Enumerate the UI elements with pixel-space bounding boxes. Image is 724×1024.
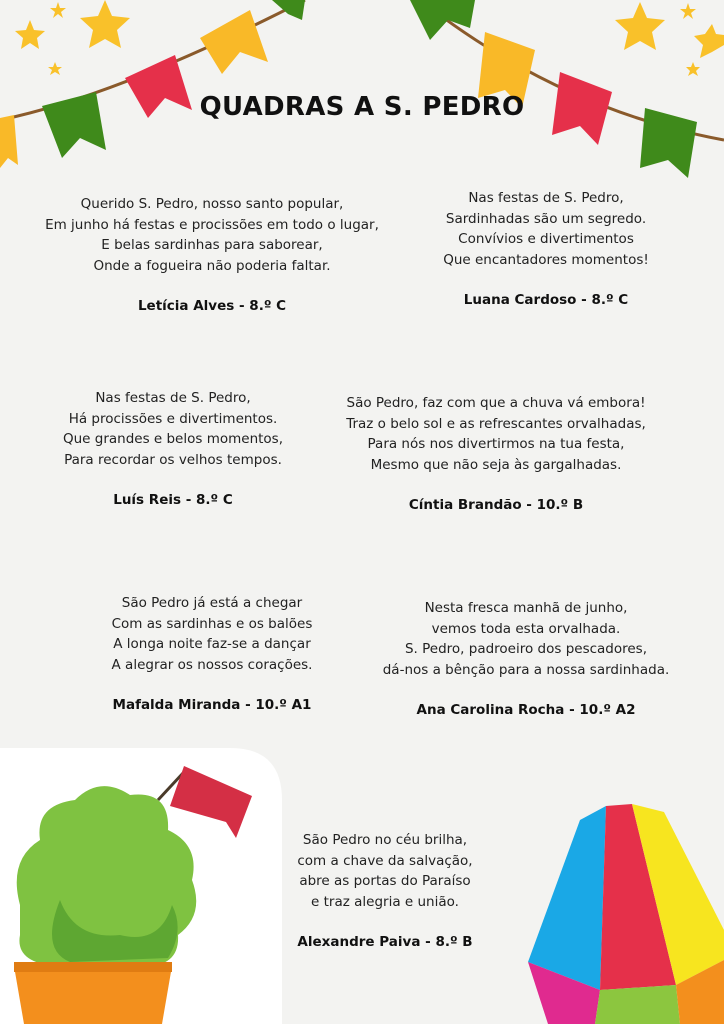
- poem-leticia: [12, 194, 412, 317]
- poem-line: E belas sardinhas para saborear,: [101, 237, 323, 253]
- poem-line: São Pedro no céu brilha,: [302, 832, 468, 848]
- poem-line: Nas festas de S. Pedro,: [468, 190, 624, 206]
- poem-author: Luís Reis - 8.º C: [113, 492, 233, 508]
- bunting-left: [0, 0, 305, 168]
- poem-author: Letícia Alves - 8.º C: [137, 298, 287, 314]
- poem-line: Nesta fresca manhã de junho,: [424, 600, 628, 616]
- poem-line: Onde a fogueira não poderia faltar.: [93, 257, 331, 274]
- pot-icon: [14, 966, 172, 1024]
- poem-line: Para nós nos divertirmos na tua festa,: [367, 436, 625, 452]
- poem-line: dá-nos a bênção para a nossa sardinhada.: [382, 661, 670, 678]
- poem-author: Cíntia Brandão - 10.º B: [408, 497, 584, 513]
- poem-line: Sardinhadas são um segredo.: [445, 210, 647, 227]
- poem-author: Alexandre Paiva - 8.º B: [297, 934, 473, 950]
- poem-line: Querido S. Pedro, nosso santo popular,: [80, 196, 344, 212]
- poem-author: Luana Cardoso - 8.º C: [463, 292, 629, 308]
- star-icon: [615, 2, 665, 50]
- lantern-icon: [528, 804, 724, 1024]
- poem-line: Mesmo que não seja às gargalhadas.: [370, 456, 622, 473]
- page-title: QUADRAS A S. PEDRO: [199, 92, 525, 122]
- poem-line: Que encantadores momentos!: [443, 251, 649, 268]
- poem-line: vemos toda esta orvalhada.: [431, 620, 621, 637]
- poem-luis: [23, 388, 323, 511]
- poem-ana-carolina: [371, 598, 681, 721]
- poem-line: São Pedro, faz com que a chuva vá embora!: [346, 395, 646, 411]
- poem-line: Há procissões e divertimentos.: [68, 410, 278, 427]
- poem-line: com a chave da salvação,: [297, 852, 473, 869]
- poem-line: Para recordar os velhos tempos.: [64, 451, 282, 468]
- star-icon: [694, 24, 724, 58]
- star-icon: [15, 20, 45, 49]
- poem-line: A alegrar os nossos corações.: [111, 656, 313, 673]
- star-icon: [686, 62, 700, 76]
- poem-line: São Pedro já está a chegar: [121, 595, 303, 611]
- star-icon: [50, 2, 66, 18]
- star-icon: [680, 3, 696, 19]
- bunting-right: [410, 0, 724, 178]
- poem-line: Que grandes e belos momentos,: [62, 431, 284, 447]
- poem-line: Convívios e divertimentos: [458, 231, 634, 247]
- poem-cintia: [326, 393, 666, 516]
- poem-line: S. Pedro, padroeiro dos pescadores,: [404, 641, 648, 657]
- poem-luana: [396, 188, 696, 311]
- star-icon: [80, 0, 130, 48]
- poem-line: Traz o belo sol e as refrescantes orvalhadas,: [346, 415, 646, 432]
- star-icon: [48, 62, 62, 75]
- poem-author: Ana Carolina Rocha - 10.º A2: [416, 702, 636, 718]
- poem-line: e traz alegria e união.: [311, 893, 459, 910]
- poem-line: Nas festas de S. Pedro,: [95, 390, 251, 406]
- poem-line: A longa noite faz-se a dançar: [113, 636, 311, 652]
- poem-alexandre: [255, 830, 515, 953]
- poem-mafalda: [62, 593, 362, 716]
- poem-line: Com as sardinhas e os balões: [111, 615, 313, 632]
- poem-line: Em junho há festas e procissões em todo o lugar,: [45, 216, 379, 233]
- poem-author: Mafalda Miranda - 10.º A1: [112, 697, 312, 713]
- poem-line: abre as portas do Paraíso: [299, 873, 471, 889]
